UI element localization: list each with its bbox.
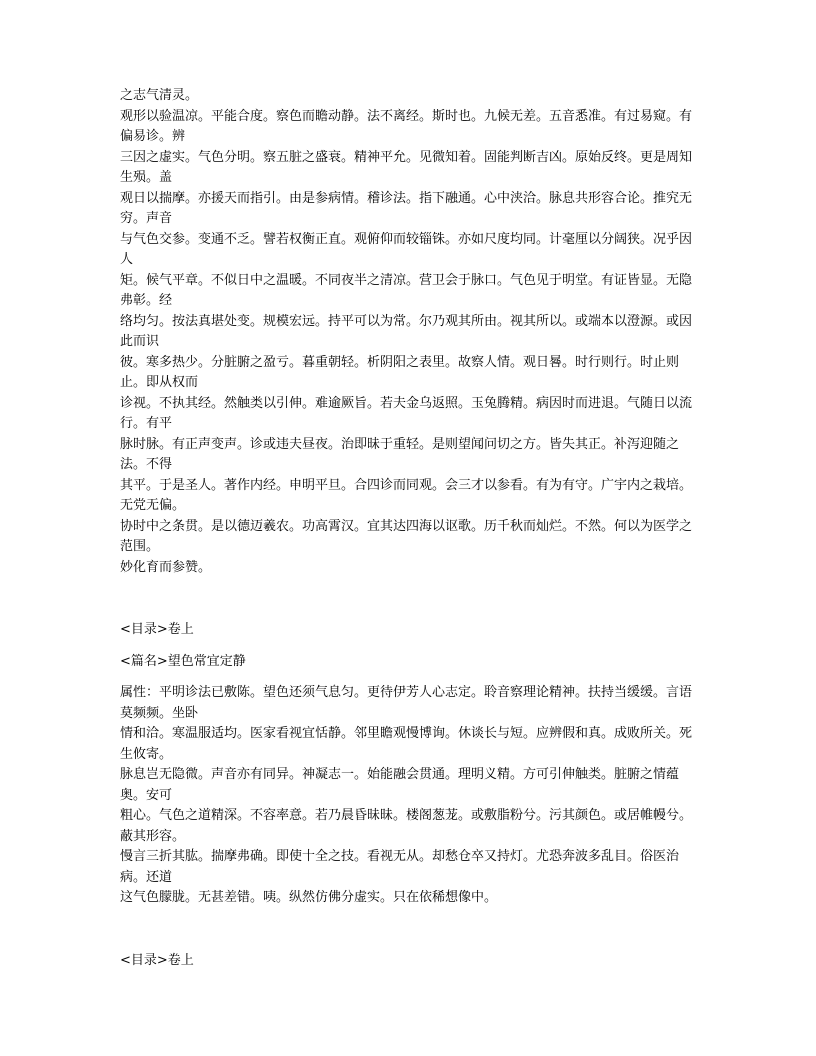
text-line: 其平。于是圣人。著作内经。申明平旦。合四诊而同观。会三才以参看。有为有守。广宇内之栽培。无党无偏。	[120, 477, 693, 513]
text-line: 慢言三折其肱。揣摩弗确。即使十全之技。看视无从。却愁仓卒又持灯。尤恐奔波多乱目。俗医治病。还道	[120, 849, 680, 885]
text-line: 脉息岂无隐微。声音亦有同异。神凝志一。始能融会贯通。理明义精。方可引伸触类。脏腑之情蕴奥。安可	[120, 767, 680, 803]
text-line: 络均匀。按法真堪处变。规模宏远。持平可以为常。尔乃观其所由。视其所以。或端本以澄源。或因此而识	[120, 313, 693, 349]
text-line: 诊视。不执其经。然触类以引伸。难逾厥旨。若夫金乌返照。玉兔腾精。病因时而进退。气随日以流行。有平	[120, 395, 693, 431]
text-line: 彼。寒多热少。分脏腑之盈亏。暮重朝轻。析阴阳之表里。故察人情。观日晷。时行则行。时止则止。即从权而	[120, 354, 680, 390]
chapter-text-block	[120, 683, 700, 909]
text-line: 三因之虚实。气色分明。察五脏之盛衰。精神平允。见微知着。固能判断吉凶。原始反终。更是周知生殒。盖	[120, 149, 693, 185]
text-line: 脉时脉。有正声变声。诊或违夫昼夜。治即昧于重轻。是则望闻问切之方。皆失其正。补泻迎随之法。不得	[120, 436, 680, 472]
text-line: 观日以揣摩。亦援天而指引。由是参病情。稽诊法。指下融通。心中浃洽。脉息共形容合论。推究无穷。声音	[120, 190, 693, 226]
text-line: 这气色朦胧。无甚差错。咦。纵然仿佛分虚实。只在依稀想像中。	[120, 890, 498, 905]
toc-link[interactable]: <目录>卷上	[120, 952, 194, 968]
text-line: 粗心。气色之道精深。不容率意。若乃晨昏昧昧。楼阁葱茏。或敷脂粉兮。污其颜色。或居帷幔兮。蔽其形容。	[120, 808, 693, 844]
text-line: 与气色交参。变通不乏。譬若权衡正直。观俯仰而较锱铢。亦如尺度均同。计毫厘以分阔狭。况乎因人	[120, 231, 693, 267]
text-line: 协时中之条贯。是以德迈羲农。功高霄汉。宜其达四海以讴歌。历千秋而灿烂。不然。何以为医学之范围。	[120, 518, 693, 554]
toc-link[interactable]: <目录>卷上	[120, 622, 194, 637]
preface-text-block	[120, 86, 700, 578]
text-line: 观形以验温凉。平能合度。察色而瞻动静。法不离经。斯时也。九候无差。五音悉准。有过易窥。有偏易诊。辨	[120, 108, 693, 144]
text-line: 妙化育而参赞。	[120, 559, 212, 575]
chapter-title: <篇名>望色常宜定静	[120, 653, 246, 669]
document-page	[120, 86, 700, 971]
text-line: 属性：平明诊法已敷陈。望色还须气息匀。更待伊芳人心志定。聆音察理论精神。扶持当缓缓。言语莫频频。坐卧	[120, 685, 693, 721]
text-line: 之志气清灵。	[120, 88, 199, 103]
text-line: 情和洽。寒温服适均。医家看视宜恬静。邻里瞻观慢博询。休谈长与短。应辨假和真。成败所关。死生攸寄。	[120, 726, 693, 762]
text-line: 矩。候气平章。不似日中之温暖。不同夜半之清凉。营卫会于脉口。气色见于明堂。有证皆显。无隐弗彰。经	[120, 272, 693, 308]
